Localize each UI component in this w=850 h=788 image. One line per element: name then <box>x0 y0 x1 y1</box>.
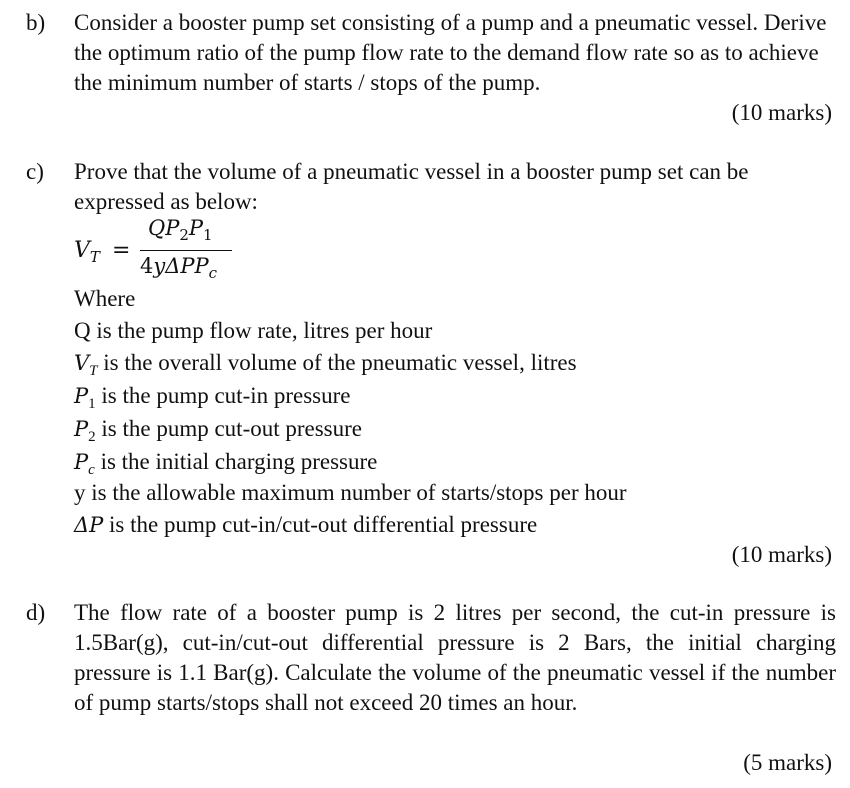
marks: (5 marks) <box>743 750 832 775</box>
definition-p2: $P_2$ is the pump cut-out pressure <box>74 416 363 445</box>
definition-dp: ΔP is the pump cut-in/cut-out differential pressure <box>74 512 538 537</box>
definition-y: y is the allowable maximum number of starts/stops per hour <box>74 480 627 505</box>
formula-equals: = <box>112 238 131 263</box>
where-label: Where <box>74 286 136 311</box>
definition-pc: $P_c$ is the initial charging pressure <box>74 449 378 478</box>
question-text: The flow rate of a booster pump is 2 litres per second, the cut-in pressure is 1.5Bar(g), cut-in/cut-out differential pressure is 2 Bars, the initial charging pressure is 1.1 Bar(g). Calculate the volume of the pneumatic vessel if the number of pump starts/stops shall not exceed 20 times an hour. <box>74 600 836 715</box>
definition-p1: $P_1$ is the pump cut-in pressure <box>74 383 351 412</box>
definition-q: Q is the pump flow rate, litres per hour <box>74 318 433 343</box>
definition-vt: $V_T$ is the overall volume of the pneumatic vessel, litres <box>74 350 577 379</box>
formula-numerator: $QP_2P_1$ <box>148 216 213 244</box>
formula-denominator: 4yΔPP$_c$ <box>140 254 218 282</box>
question-label: d) <box>26 600 46 625</box>
volume-formula <box>74 214 294 290</box>
marks: (10 marks) <box>731 100 832 125</box>
formula-lhs: $V_T$ <box>74 238 100 266</box>
question-label: c) <box>26 159 44 184</box>
question-label: b) <box>26 10 46 35</box>
fraction-bar <box>140 250 232 251</box>
question-text: Consider a booster pump set consisting of a pump and a pneumatic vessel. Derive the optimum ratio of the pump flow rate to the demand flow rate so as to achieve the minimum number of starts / stops of the pump. <box>74 10 827 95</box>
marks: (10 marks) <box>731 542 832 567</box>
question-text: Prove that the volume of a pneumatic vessel in a booster pump set can be expressed as below: <box>74 159 749 214</box>
